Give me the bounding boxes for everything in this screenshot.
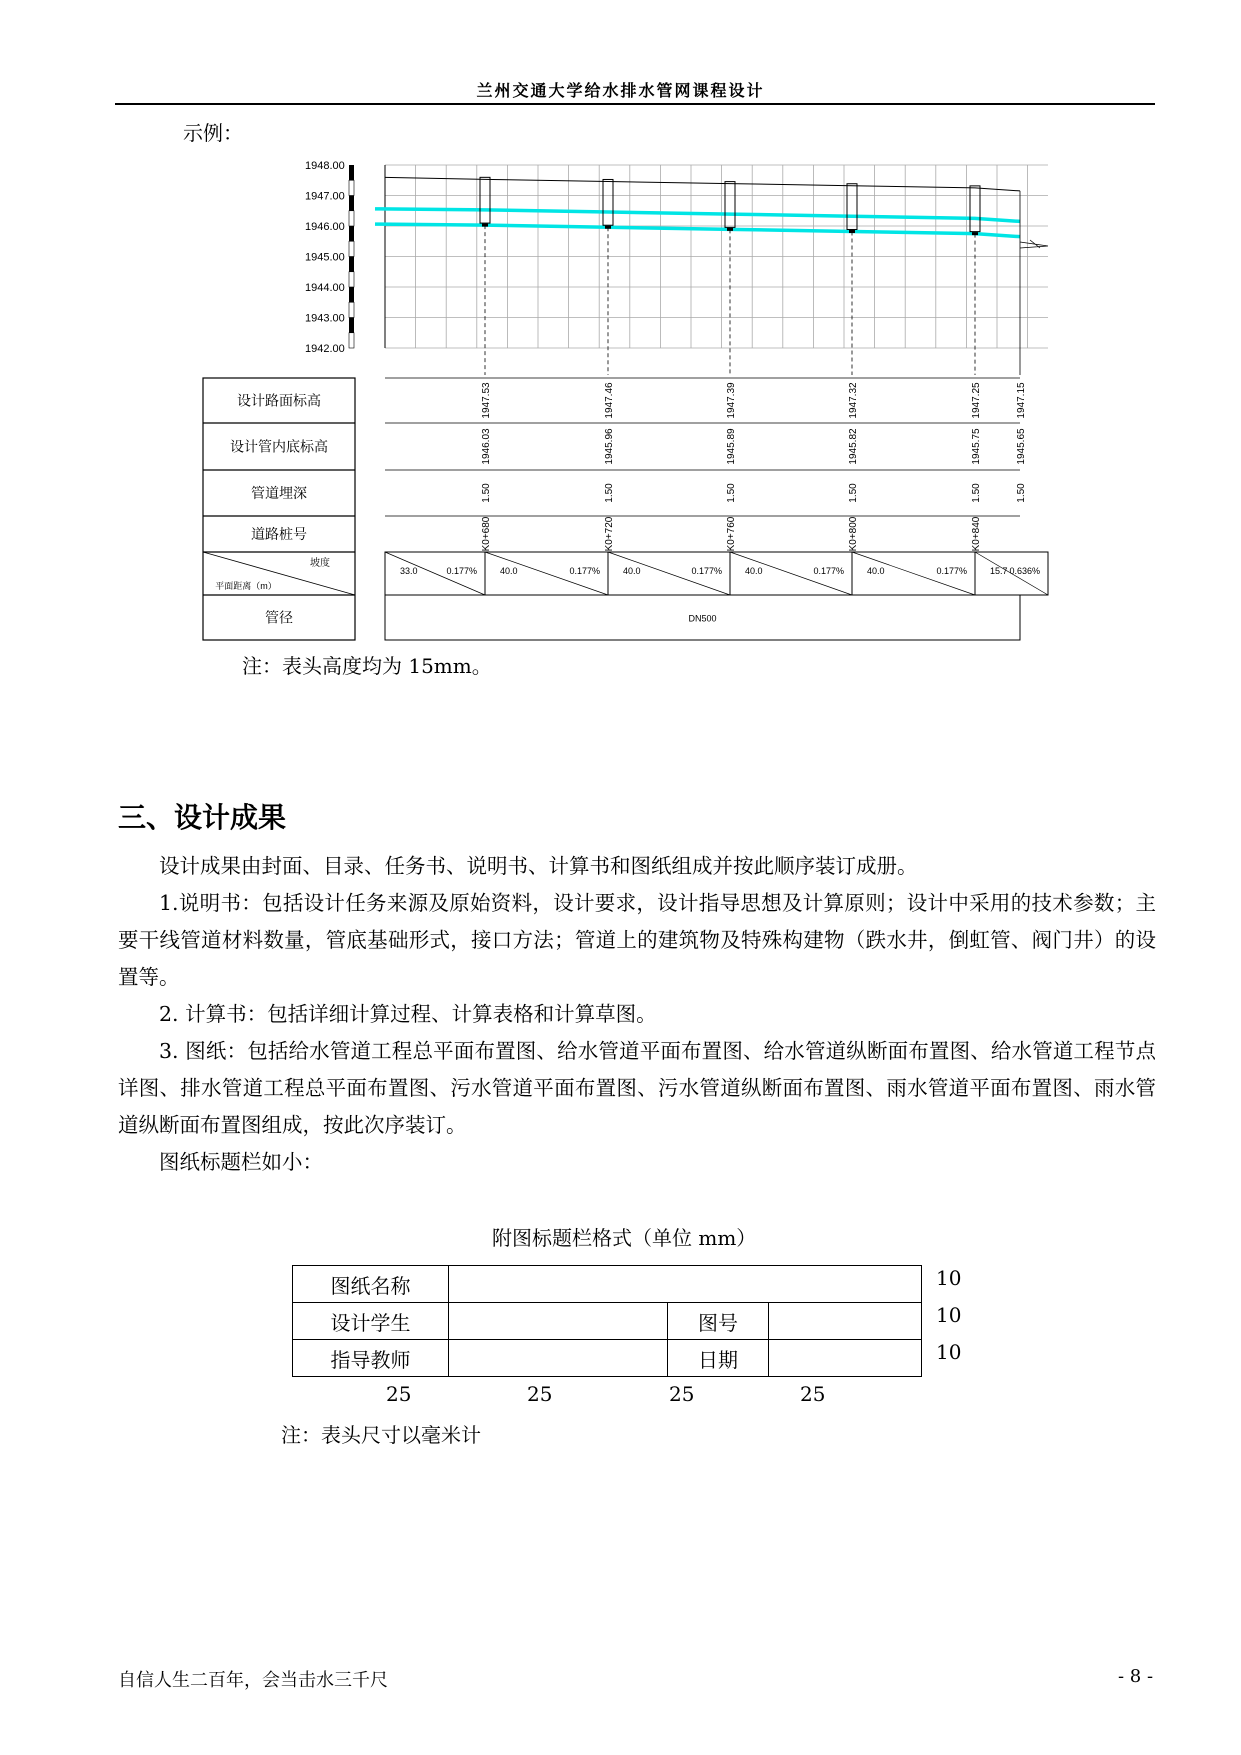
title-block-caption: 附图标题栏格式（单位 mm） [492, 1226, 757, 1250]
title-block-table [292, 1265, 922, 1377]
row-height-3: 10 [936, 1340, 962, 1364]
cell-drawing-name-value [449, 1266, 922, 1303]
scale-bar-segment-light [349, 302, 354, 317]
station-value-depth: 1.50 [481, 483, 492, 503]
cell-student-value [449, 1303, 668, 1340]
cell-teacher-value [449, 1340, 668, 1377]
invert-marker [482, 224, 488, 227]
cell-drawing-no-value [769, 1303, 922, 1340]
station-value-invert: 1945.89 [726, 428, 737, 465]
diameter-header: 管径 [265, 609, 293, 626]
scale-bar-segment-dark [349, 226, 354, 241]
note-header-height: 注：表头高度均为 15mm。 [242, 654, 492, 678]
scale-bar-segment-dark [349, 287, 354, 302]
col-width-4: 25 [800, 1382, 826, 1406]
manhole [725, 182, 735, 228]
page-number: - 8 - [1118, 1666, 1154, 1687]
station-value-invert: 1945.96 [604, 428, 615, 465]
row-height-2: 10 [936, 1303, 962, 1327]
station-value-ground: 1947.32 [848, 382, 859, 419]
station-value-chainage: K0+760 [726, 516, 737, 552]
cell-date: 日期 [668, 1340, 769, 1377]
manhole [970, 186, 980, 232]
note-dimensions: 注：表头尺寸以毫米计 [281, 1423, 481, 1447]
table-row-header: 管道埋深 [251, 485, 307, 501]
station-value-ground: 1947.53 [481, 382, 492, 419]
pipe-crown-line [375, 209, 1020, 222]
segment-slope: 0.177% [813, 566, 844, 576]
elevation-axis-label: 1947.00 [305, 190, 345, 203]
segment-distance: 40.0 [867, 566, 885, 576]
scale-bar-segment-dark [349, 165, 354, 180]
segment-distance: 33.0 [400, 566, 418, 576]
slope-header-top: 坡度 [310, 558, 330, 569]
table-header-frame [203, 378, 355, 640]
paragraph-title-block-intro: 图纸标题栏如小： [159, 1150, 323, 1174]
station-value-invert: 1945.82 [848, 428, 859, 465]
section-title: 三、设计成果 [118, 801, 287, 834]
cell-date-value [769, 1340, 922, 1377]
segment-slope: 0.177% [569, 566, 600, 576]
col-width-1: 25 [386, 1382, 412, 1406]
manhole [603, 179, 613, 225]
segment-distance: 15.7 [990, 566, 1008, 576]
station-value-invert: 1945.75 [971, 428, 982, 465]
page-header-title: 兰州交通大学给水排水管网课程设计 [476, 81, 765, 100]
invert-marker [972, 232, 978, 235]
col-width-3: 25 [669, 1382, 695, 1406]
cell-drawing-name: 图纸名称 [293, 1266, 449, 1303]
profile-drawing [0, 0, 1241, 680]
paragraph-calculation: 2. 计算书：包括详细计算过程、计算表格和计算草图。 [159, 1002, 657, 1026]
cell-teacher: 指导教师 [293, 1340, 449, 1377]
station-value-invert: 1946.03 [481, 428, 492, 465]
station-value-chainage: K0+840 [971, 516, 982, 552]
segment-slope: 0.177% [936, 566, 967, 576]
elevation-axis-label: 1943.00 [305, 312, 345, 325]
segment-slope: 0.636% [1009, 566, 1040, 576]
row-height-1: 10 [936, 1266, 962, 1290]
elevation-axis-label: 1942.00 [305, 343, 345, 355]
slope-header-bottom: 平面距离（m） [215, 581, 277, 591]
station-value-depth: 1.50 [1016, 483, 1027, 503]
invert-marker [849, 230, 855, 233]
manhole [847, 184, 857, 230]
elevation-axis-label: 1946.00 [305, 221, 345, 233]
segment-slope: 0.177% [446, 566, 477, 576]
table-row-header: 道路桩号 [251, 526, 307, 542]
station-value-chainage: K0+680 [481, 516, 492, 552]
segment-distance: 40.0 [500, 566, 518, 576]
col-width-2: 25 [527, 1382, 553, 1406]
segment-distance: 40.0 [623, 566, 641, 576]
station-value-depth: 1.50 [604, 483, 615, 503]
station-value-invert: 1945.65 [1016, 428, 1027, 465]
scale-bar-segment-dark [349, 257, 354, 272]
station-value-chainage: K0+720 [604, 516, 615, 552]
invert-marker [605, 226, 611, 229]
station-value-ground: 1947.39 [726, 382, 737, 419]
cell-student: 设计学生 [293, 1303, 449, 1340]
elevation-axis-label: 1948.00 [305, 160, 345, 172]
station-value-ground: 1947.25 [971, 382, 982, 419]
station-value-depth: 1.50 [726, 483, 737, 503]
paragraph-drawings: 3. 图纸：包括给水管道工程总平面布置图、给水管道平面布置图、给水管道纵断面布置图、给水管道工程节点详图、排水管道工程总平面布置图、污水管道平面布置图、污水管道纵断面布置图、雨水管道平面布置图、雨水管道纵断面布置图组成，按此次序装订。 [118, 1039, 1156, 1137]
station-value-depth: 1.50 [971, 483, 982, 503]
station-value-depth: 1.50 [848, 483, 859, 503]
paragraph-intro: 设计成果由封面、目录、任务书、说明书、计算书和图纸组成并按此顺序装订成册。 [159, 854, 918, 878]
elevation-axis-label: 1944.00 [305, 282, 345, 294]
example-label: 示例： [183, 121, 243, 145]
station-value-chainage: K0+800 [848, 516, 859, 552]
scale-bar-segment-light [349, 272, 354, 287]
footer-motto: 自信人生二百年，会当击水三千尺 [118, 1670, 388, 1691]
station-value-ground: 1947.46 [604, 382, 615, 419]
cell-drawing-no: 图号 [668, 1303, 769, 1340]
segment-slope: 0.177% [691, 566, 722, 576]
table-row-header: 设计路面标高 [237, 392, 321, 409]
segment-distance: 40.0 [745, 566, 763, 576]
scale-bar-segment-light [349, 180, 354, 195]
scale-bar-segment-dark [349, 318, 354, 333]
outlet-symbol [1020, 240, 1048, 248]
elevation-axis-label: 1945.00 [305, 251, 345, 264]
scale-bar-segment-light [349, 211, 354, 226]
scale-bar-segment-light [349, 333, 354, 348]
paragraph-manual: 1.说明书：包括设计任务来源及原始资料，设计要求，设计指导思想及计算原则；设计中采用的技术参数；主要干线管道材料数量，管底基础形式，接口方法；管道上的建筑物及特殊构建物（跌水井，倒虹管、阀门井）的设置等。 [118, 891, 1156, 989]
scale-bar-segment-light [349, 241, 354, 256]
table-row-header: 设计管内底标高 [230, 438, 328, 455]
scale-bar-segment-dark [349, 196, 354, 211]
manhole [480, 177, 490, 223]
invert-marker [727, 228, 733, 231]
station-value-ground: 1947.15 [1016, 382, 1027, 419]
pipe-diameter: DN500 [688, 613, 717, 624]
